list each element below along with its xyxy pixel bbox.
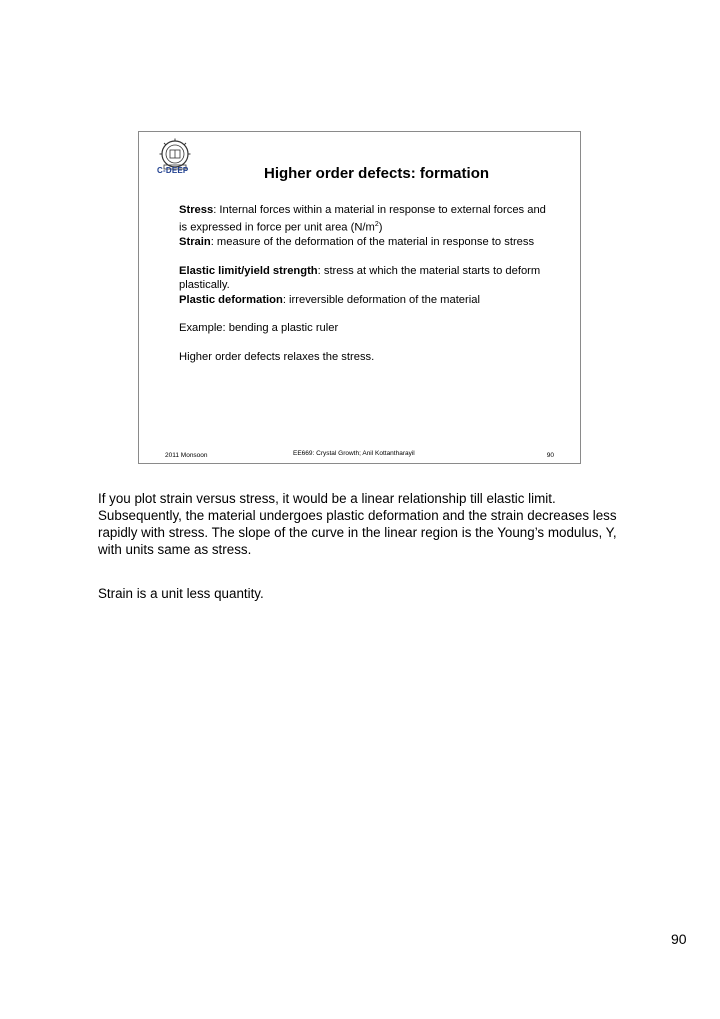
footer-date: 2011 Monsoon [165, 452, 208, 459]
slide-body [179, 203, 549, 364]
slide-frame [138, 131, 581, 464]
stress-definition: Stress: Internal forces within a material in response to external forces and is expressed in force per unit area $(N/m^2)$ [179, 204, 546, 234]
elastic-limit-definition: Elastic limit/yield strength: stress at which the material starts to deform plastically. [179, 264, 541, 292]
footer-course: EE669: Crystal Growth; Anil Kottantharayil [293, 450, 415, 457]
logo-text: C-DEEP [157, 166, 189, 175]
plastic-deformation-term: Plastic deformation [179, 293, 283, 306]
strain-definition: Strain: measure of the deformation of the material in response to stress [179, 235, 535, 248]
notes-text [98, 490, 628, 602]
page-number: 90 [671, 931, 687, 947]
elastic-limit-term: Elastic limit/yield strength [179, 264, 318, 277]
strain-term: Strain [179, 235, 211, 248]
notes-paragraph-2: Strain is a unit less quantity. [98, 586, 264, 601]
stress-term: Stress [179, 204, 214, 216]
footer-slide-number: 90 [546, 452, 554, 459]
plastic-deformation-definition: Plastic deformation: irreversible deformation of the material [179, 293, 480, 306]
example-line: Example: bending a plastic ruler [179, 322, 339, 335]
notes-paragraph-1: If you plot strain versus stress, it would be a linear relationship till elastic limit. Subsequently, the material undergoes plastic deformation and the strain decreases less rapidly with stress. The slope of the curve in the linear region is the Young’s modulus, Y, with units same as stress. [98, 491, 617, 557]
relax-line: Higher order defects relaxes the stress. [179, 350, 375, 363]
slide-title: Higher order defects: formation [263, 165, 490, 182]
